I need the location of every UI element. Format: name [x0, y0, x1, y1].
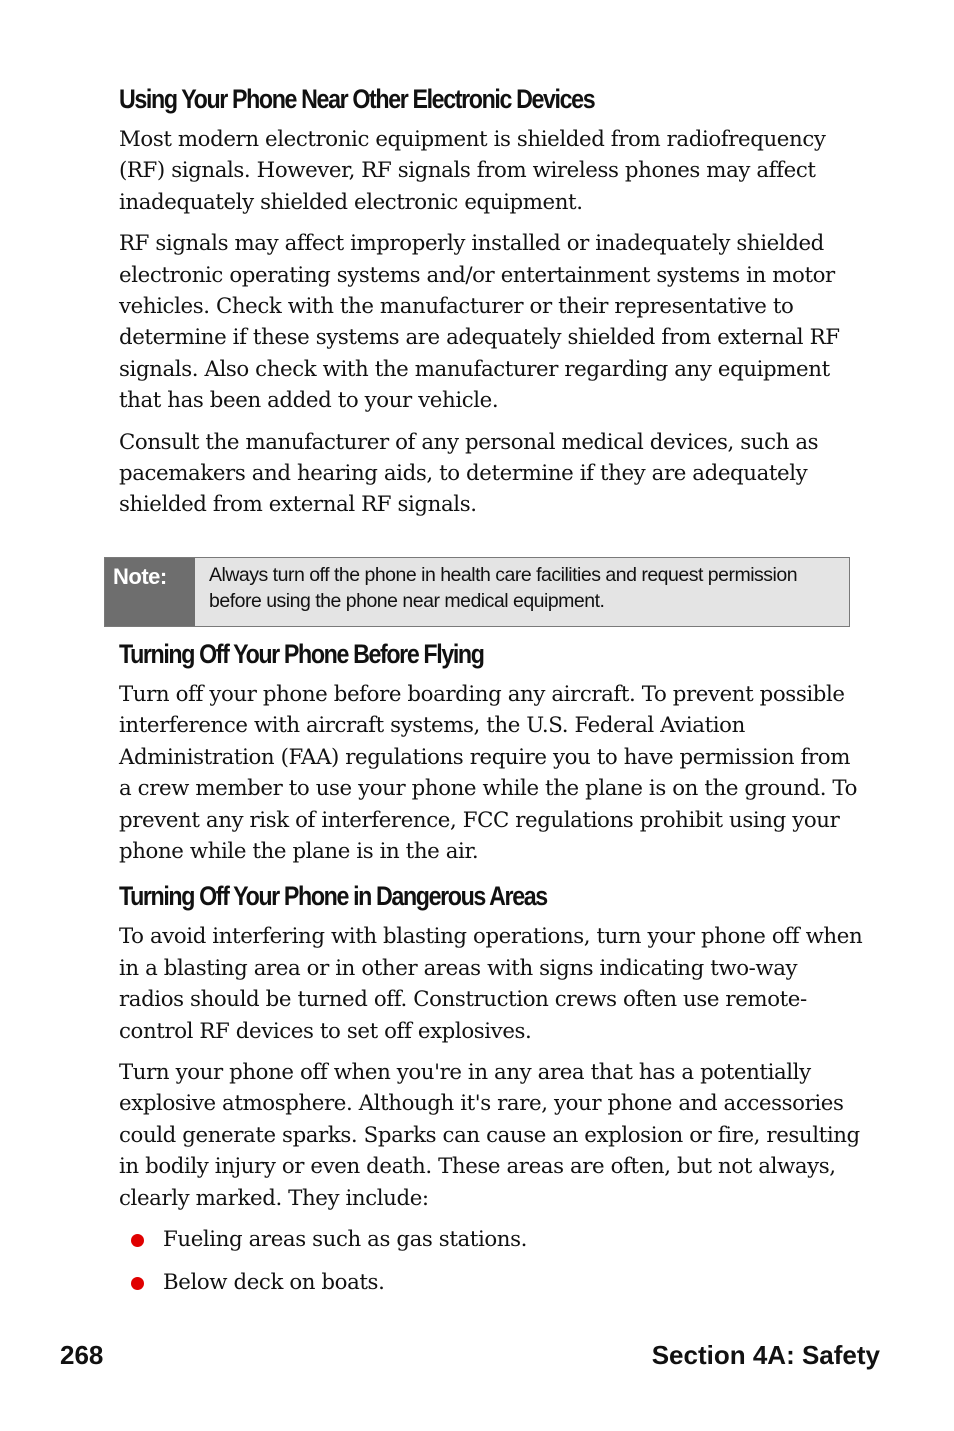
bullet-icon [131, 1277, 144, 1290]
list-item [119, 1224, 864, 1255]
list-item [119, 1267, 864, 1298]
note-text: Always turn off the phone in health care facilities and request permission before using the phone near medical equipment. [195, 558, 849, 626]
section-title: Section 4A: Safety [651, 1340, 880, 1370]
page-number: 268 [60, 1340, 104, 1370]
paragraph: Turn your phone off when you're in any area that has a potentially explosive atmosphere. Although it's rare, your phone and accessories could generate sparks. Sparks can cause an explosion or fire, resulting in bodily injury or even death. These areas are often, but not always, clearly marked. They include: [119, 1059, 860, 1211]
section-heading-electronic-devices: Using Your Phone Near Other Electronic Devices [119, 84, 595, 114]
paragraph: Consult the manufacturer of any personal medical devices, such as pacemakers and hearing aids, to determine if they are adequately shielded from external RF signals. [119, 429, 819, 518]
note-box [104, 557, 850, 627]
page-footer [60, 1340, 880, 1371]
section-heading-flying: Turning Off Your Phone Before Flying [119, 638, 484, 669]
bullet-list [119, 1224, 864, 1299]
section-heading-dangerous-areas: Turning Off Your Phone in Dangerous Areas [119, 881, 547, 912]
paragraph: RF signals may affect improperly installed or inadequately shielded electronic operating systems and/or entertainment systems in motor vehicles. Check with the manufacturer or their representative to determine if these systems are adequately shielded from external RF signals. Also check with the manufacturer regarding any equipment that has been added to your vehicle. [119, 231, 840, 414]
bullet-icon [131, 1234, 144, 1247]
paragraph: To avoid interfering with blasting operations, turn your phone off when in a blasting area or in other areas with signs indicating two-way radios should be turned off. Construction crews often use remote-control RF devices to set off explosives. [119, 924, 863, 1044]
paragraph: Turn off your phone before boarding any aircraft. To prevent possible interference with aircraft systems, the U.S. Federal Aviation Administration (FAA) regulations require you to have permission from a crew member to use your phone while the plane is on the ground. To prevent any risk of interference, FCC regulations prohibit using your phone while the plane is in the air. [119, 681, 858, 864]
list-item-text: Fueling areas such as gas stations. [163, 1226, 527, 1252]
list-item-text: Below deck on boats. [163, 1270, 385, 1296]
paragraph: Most modern electronic equipment is shielded from radiofrequency (RF) signals. However, RF signals from wireless phones may affect inadequately shielded electronic equipment. [119, 127, 826, 215]
note-label: Note: [105, 558, 195, 626]
page-content [113, 80, 864, 1311]
